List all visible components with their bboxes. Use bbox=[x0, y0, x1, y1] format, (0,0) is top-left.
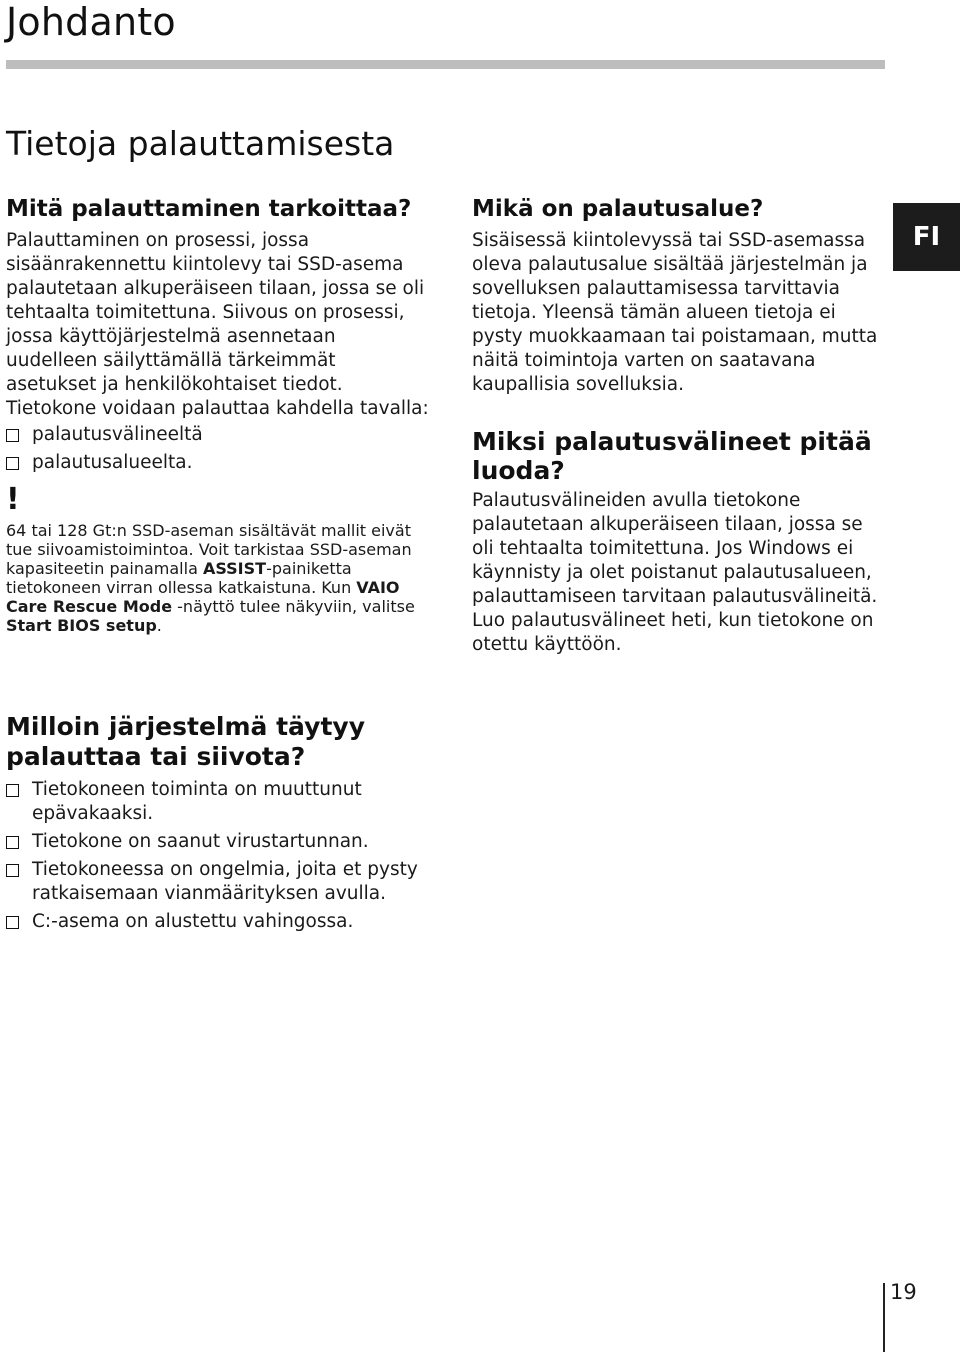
heading-when-to-recover: Milloin järjestelmä täytyy palauttaa tai siivota? bbox=[6, 712, 365, 771]
list-item-label: palautusalueelta. bbox=[32, 452, 193, 473]
language-tab: FI bbox=[893, 203, 960, 271]
checkbox-icon bbox=[6, 429, 19, 442]
list-item bbox=[6, 910, 431, 934]
note-text: 64 tai 128 Gt:n SSD-aseman sisältävät mallit eivät tue siivoamistoimintoa. Voit tarkistaa SSD-aseman kapasiteetin painamalla ASSIST-painiketta tietokoneen virran ollessa katkaistuna. Kun VAIO Care Rescue Mode -näyttö tulee näkyviin, valitse Start BIOS setup. bbox=[6, 521, 415, 635]
heading-what-is-recovery: Mitä palauttaminen tarkoittaa? bbox=[6, 196, 412, 222]
recovery-area-paragraph: Sisäisessä kiintolevyssä tai SSD-asemassa oleva palautusalue sisältää järjestelmän ja sovelluksen palauttamisessa tarvittavia tietoja. Yleensä tämän alueen tietoja ei pysty muokkaamaan tai poistamaan, mutta näitä toimintoja varten on saatavana kaupallisia sovelluksia. bbox=[472, 230, 878, 395]
list-item bbox=[6, 423, 431, 447]
list-item bbox=[6, 451, 431, 475]
exclamation-icon: ! bbox=[6, 482, 20, 517]
page-number-rule bbox=[883, 1283, 885, 1352]
recovery-media-paragraph: Palautusvälineiden avulla tietokone palautetaan alkuperäiseen tilaan, jossa se oli tehtaalta toimitettuna. Jos Windows ei käynnisty ja olet poistanut palautusalueen, palauttamiseen tarvitaan palautusvälineitä. Luo palautusvälineet heti, kun tietokone on otettu käyttöön. bbox=[472, 490, 878, 655]
list-item-label: C:-asema on alustettu vahingossa. bbox=[32, 911, 354, 932]
rescue-mode-label: VAIO Care Rescue Mode bbox=[6, 578, 400, 616]
left-column bbox=[6, 196, 431, 635]
right-column bbox=[472, 196, 887, 657]
checkbox-icon bbox=[6, 864, 19, 877]
recovery-paragraph: Palauttaminen on prosessi, jossa sisäänrakennettu kiintolevy tai SSD-asema palautetaan alkuperäiseen tilaan, jossa se oli tehtaalta toimitettuna. Siivous on prosessi, jossa käyttöjärjestelmä asennetaan uudelleen säilyttämällä tärkeimmät asetukset ja henkilökohtaiset tiedot. bbox=[6, 230, 425, 395]
list-item bbox=[6, 778, 431, 826]
list-item-label: Tietokone on saanut virustartunnan. bbox=[32, 831, 369, 852]
recovery-ways-paragraph: Tietokone voidaan palauttaa kahdella tavalla: bbox=[6, 398, 429, 419]
list-item-label: Tietokoneessa on ongelmia, joita et pysty ratkaisemaan vianmäärityksen avulla. bbox=[32, 859, 418, 904]
recovery-ways-list bbox=[6, 423, 431, 475]
when-to-recover-list bbox=[6, 778, 431, 934]
list-item bbox=[6, 858, 431, 906]
chapter-rule bbox=[6, 60, 885, 69]
checkbox-icon bbox=[6, 784, 19, 797]
list-item-label: palautusvälineeltä bbox=[32, 424, 203, 445]
chapter-title: Johdanto bbox=[6, 0, 176, 44]
page-number: 19 bbox=[890, 1280, 917, 1304]
left-column-lower bbox=[6, 712, 431, 938]
bios-setup-label: Start BIOS setup bbox=[6, 616, 157, 635]
heading-recovery-area: Mikä on palautusalue? bbox=[472, 196, 764, 222]
assist-button-label: ASSIST bbox=[202, 559, 267, 578]
checkbox-icon bbox=[6, 836, 19, 849]
checkbox-icon bbox=[6, 916, 19, 929]
checkbox-icon bbox=[6, 457, 19, 470]
list-item bbox=[6, 830, 431, 854]
section-title: Tietoja palauttamisesta bbox=[6, 124, 395, 163]
heading-why-recovery-media: Miksi palautusvälineet pitää luoda? bbox=[472, 427, 872, 485]
list-item-label: Tietokoneen toiminta on muuttunut epävakaaksi. bbox=[32, 779, 362, 824]
